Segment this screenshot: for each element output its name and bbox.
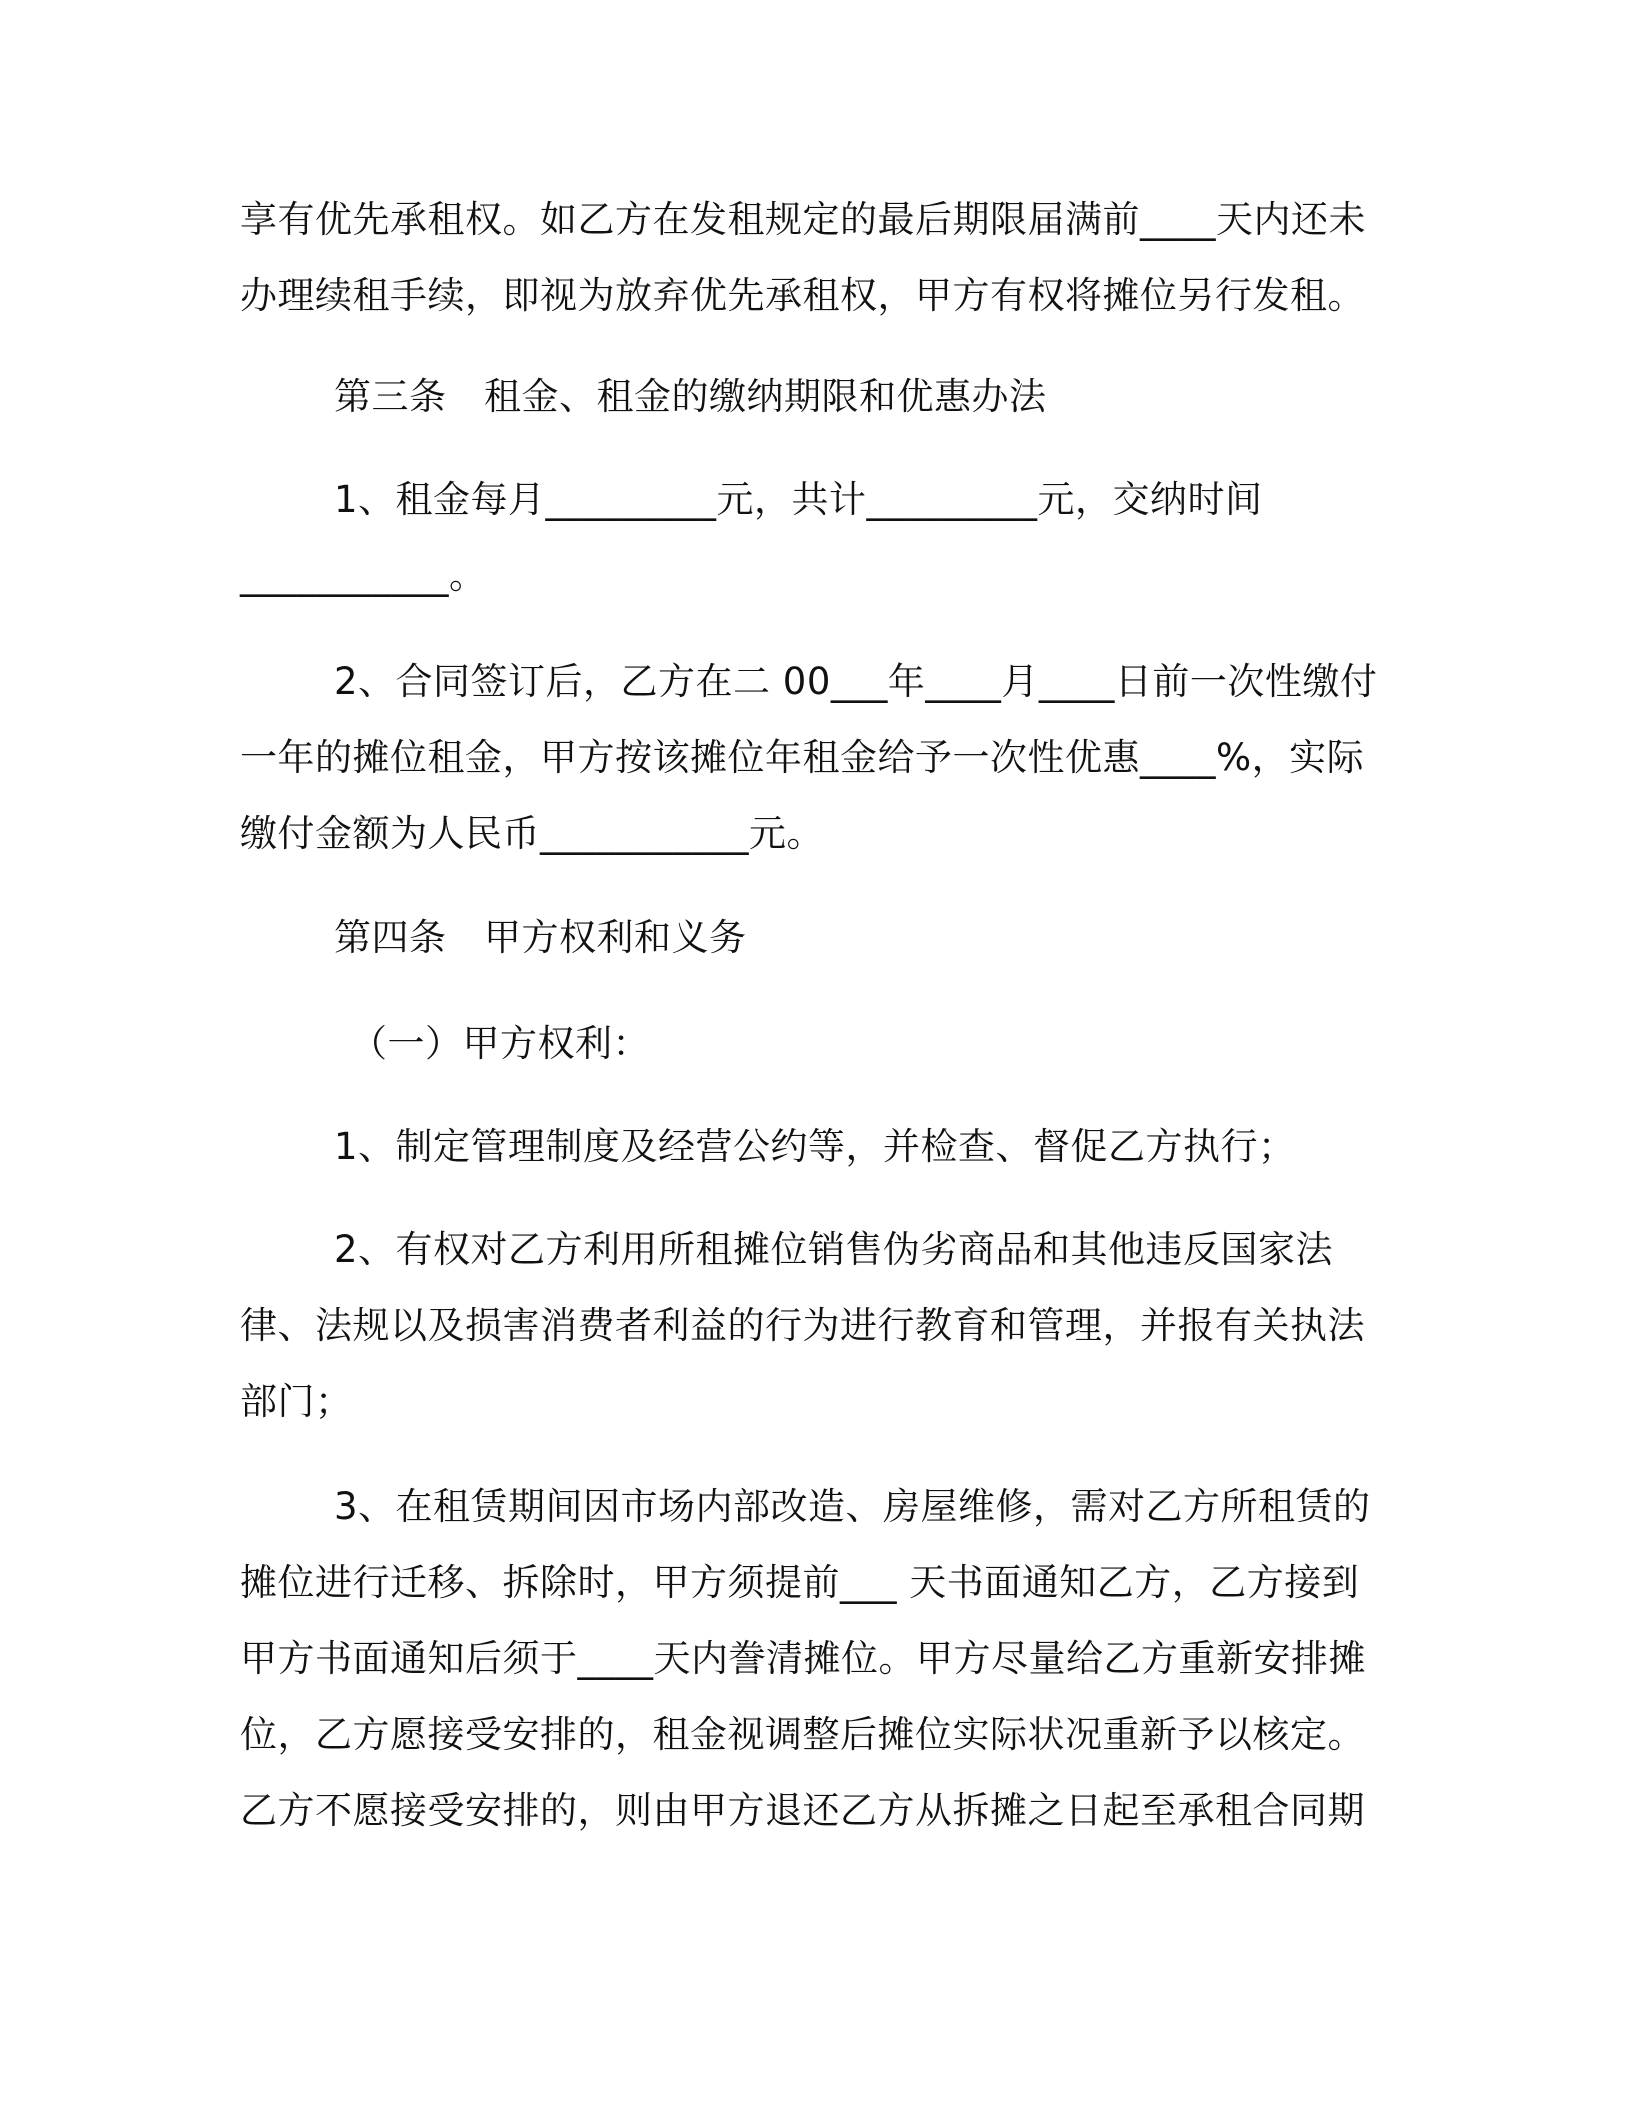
text-line: 享有优先承租权。如乙方在发租规定的最后期限届满前____天内还未: [240, 198, 1366, 241]
section-heading: 第四条 甲方权利和义务: [334, 916, 747, 959]
text-line: 1、租金每月_________元，共计_________元，交纳时间: [334, 478, 1263, 521]
text-line: 摊位进行迁移、拆除时，甲方须提前___ 天书面通知乙方，乙方接到: [240, 1561, 1360, 1604]
section-heading: 第三条 租金、租金的缴纳期限和优惠办法: [334, 375, 1047, 418]
text-line: ___________。: [240, 554, 487, 597]
text-line: 办理续租手续，即视为放弃优先承租权，甲方有权将摊位另行发租。: [240, 274, 1365, 317]
text-line: 甲方书面通知后须于____天内誊清摊位。甲方尽量给乙方重新安排摊: [240, 1637, 1366, 1680]
text-line: 2、有权对乙方利用所租摊位销售伪劣商品和其他违反国家法: [334, 1228, 1334, 1271]
subsection-heading: （一）甲方权利：: [350, 1022, 650, 1065]
text-line: 1、制定管理制度及经营公约等，并检查、督促乙方执行；: [334, 1125, 1296, 1168]
text-line: 2、合同签订后，乙方在二 00___年____月____日前一次性缴付: [334, 660, 1378, 703]
text-line: 3、在租赁期间因市场内部改造、房屋维修，需对乙方所租赁的: [334, 1485, 1371, 1528]
text-line: 一年的摊位租金，甲方按该摊位年租金给予一次性优惠____%，实际: [240, 736, 1365, 779]
text-line: 部门；: [240, 1380, 353, 1423]
text-line: 位，乙方愿接受安排的，租金视调整后摊位实际状况重新予以核定。: [240, 1713, 1365, 1756]
text-line: 律、法规以及损害消费者利益的行为进行教育和管理，并报有关执法: [240, 1304, 1365, 1347]
text-line: 乙方不愿接受安排的，则由甲方退还乙方从拆摊之日起至承租合同期: [240, 1789, 1365, 1832]
text-line: 缴付金额为人民币___________元。: [240, 812, 824, 855]
